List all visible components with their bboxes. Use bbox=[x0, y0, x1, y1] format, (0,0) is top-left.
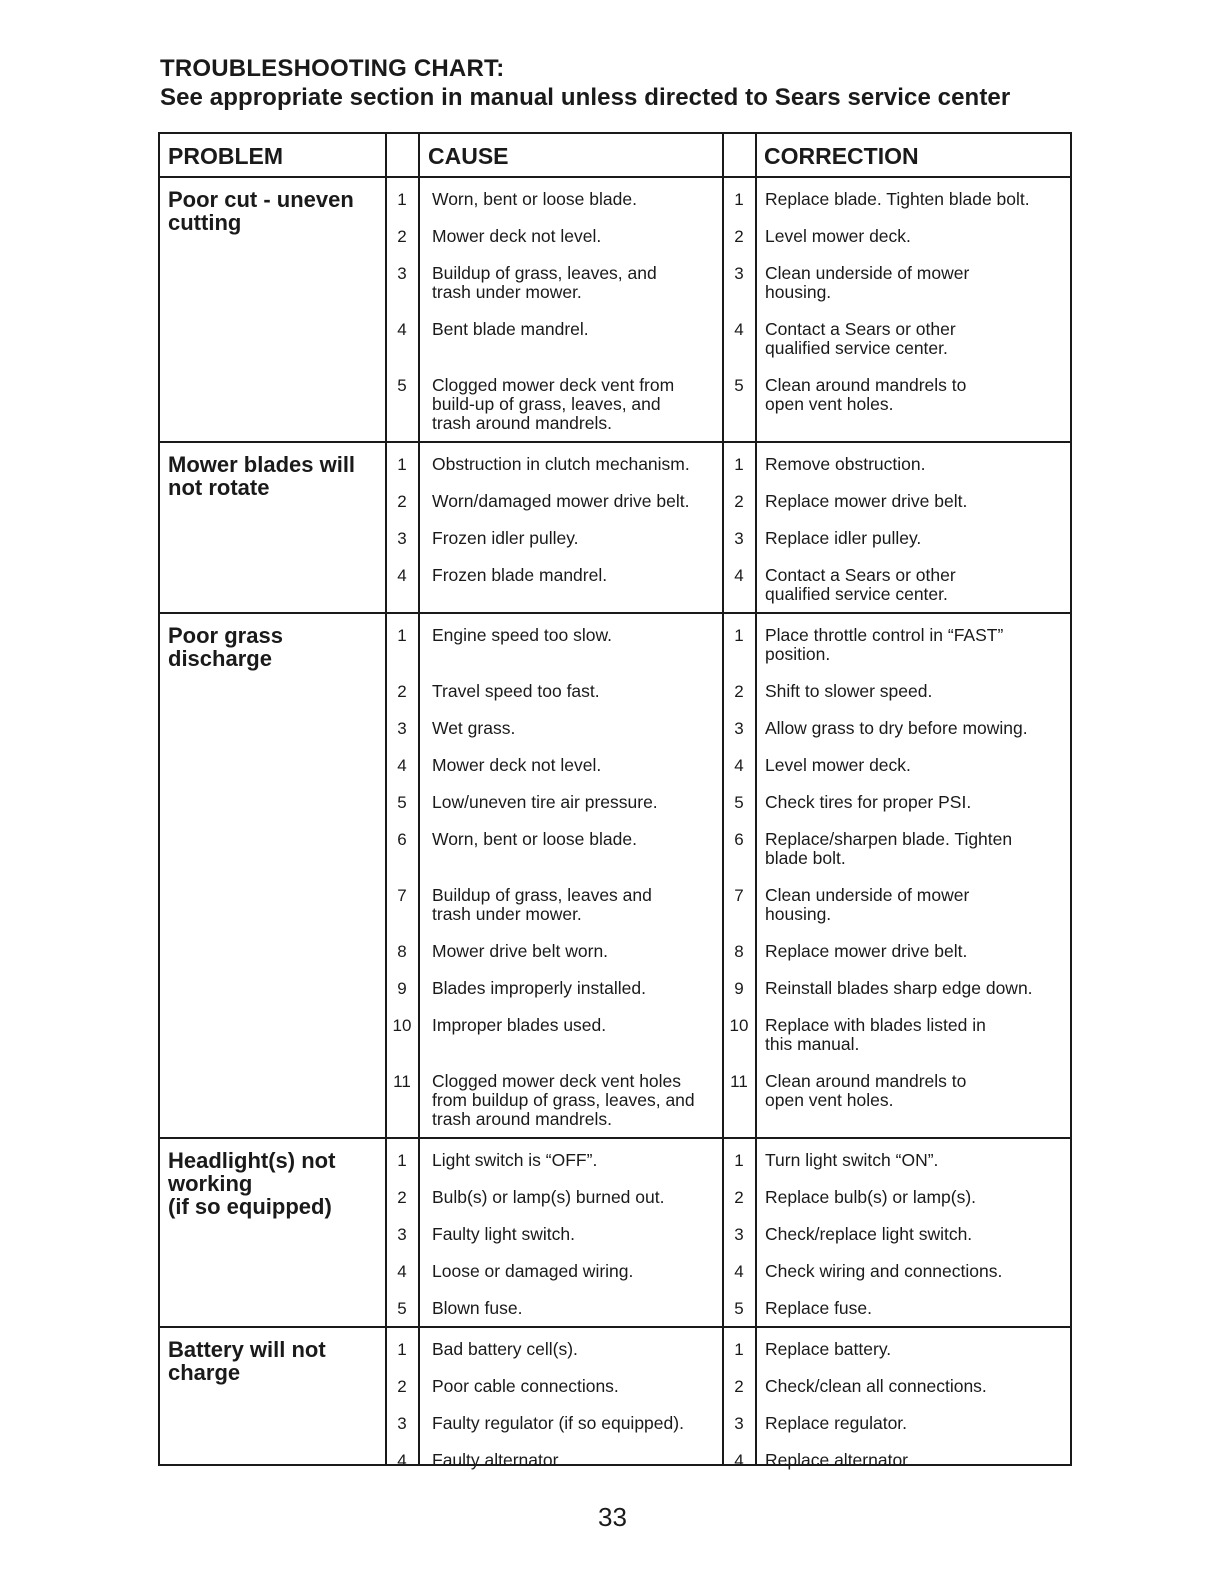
cause-text: Mower deck not level. bbox=[432, 226, 602, 246]
correction-number: 11 bbox=[730, 1072, 748, 1091]
cause-number: 3 bbox=[397, 1414, 407, 1433]
header-cause: CAUSE bbox=[428, 143, 509, 169]
correction-number: 3 bbox=[734, 1225, 744, 1244]
cause-text: Clogged mower deck vent from build-up of grass, leaves, and trash around mandrels. bbox=[432, 375, 675, 433]
correction-text: Level mower deck. bbox=[765, 755, 911, 775]
correction-number: 2 bbox=[734, 492, 744, 511]
correction-number: 2 bbox=[734, 227, 744, 246]
correction-text: Replace/sharpen blade. Tighten blade bolt. bbox=[765, 829, 1013, 868]
correction-number: 8 bbox=[734, 942, 744, 961]
correction-number: 4 bbox=[734, 566, 744, 585]
cause-number: 4 bbox=[397, 566, 407, 585]
problem-label: Battery will not charge bbox=[168, 1337, 326, 1385]
cause-number: 6 bbox=[397, 830, 407, 849]
cause-text: Bent blade mandrel. bbox=[432, 319, 589, 339]
cause-text: Travel speed too fast. bbox=[432, 681, 600, 701]
cause-number: 4 bbox=[397, 756, 407, 775]
cause-number: 1 bbox=[397, 1340, 407, 1359]
correction-number: 4 bbox=[734, 756, 744, 775]
cause-text: Mower drive belt worn. bbox=[432, 941, 609, 961]
correction-text: Replace mower drive belt. bbox=[765, 491, 968, 511]
section-divider bbox=[160, 1326, 1070, 1328]
cause-number: 2 bbox=[397, 492, 407, 511]
cause-number: 7 bbox=[397, 886, 407, 905]
correction-text: Replace idler pulley. bbox=[765, 528, 922, 548]
correction-number: 3 bbox=[734, 1414, 744, 1433]
correction-text: Clean underside of mower housing. bbox=[765, 263, 970, 302]
cause-text: Loose or damaged wiring. bbox=[432, 1261, 634, 1281]
cause-number: 1 bbox=[397, 626, 407, 645]
cause-number: 3 bbox=[397, 1225, 407, 1244]
cause-number: 2 bbox=[397, 1377, 407, 1396]
cause-text: Bad battery cell(s). bbox=[432, 1339, 578, 1359]
correction-text: Check/clean all connections. bbox=[765, 1376, 987, 1396]
cause-number: 5 bbox=[397, 793, 407, 812]
cause-text: Blades improperly installed. bbox=[432, 978, 646, 998]
correction-text: Remove obstruction. bbox=[765, 454, 926, 474]
troubleshooting-table bbox=[158, 132, 1072, 1470]
column-divider bbox=[755, 134, 757, 1464]
cause-number: 9 bbox=[397, 979, 407, 998]
section-divider bbox=[160, 1137, 1070, 1139]
correction-text: Check wiring and connections. bbox=[765, 1261, 1003, 1281]
cause-text: Frozen blade mandrel. bbox=[432, 565, 608, 585]
correction-text: Shift to slower speed. bbox=[765, 681, 933, 701]
correction-text: Contact a Sears or other qualified service center. bbox=[765, 565, 956, 604]
page-subtitle: See appropriate section in manual unless directed to Sears service center bbox=[160, 84, 1011, 111]
correction-text: Replace fuse. bbox=[765, 1298, 873, 1318]
correction-number: 5 bbox=[734, 1299, 744, 1318]
cause-text: Worn, bent or loose blade. bbox=[432, 189, 637, 209]
section-divider bbox=[160, 441, 1070, 443]
correction-text: Replace mower drive belt. bbox=[765, 941, 968, 961]
cause-number: 5 bbox=[397, 1299, 407, 1318]
page-number: 33 bbox=[598, 1502, 627, 1532]
correction-text: Replace blade. Tighten blade bolt. bbox=[765, 189, 1030, 209]
correction-number: 2 bbox=[734, 682, 744, 701]
correction-text: Replace alternator. bbox=[765, 1450, 912, 1470]
cause-number: 5 bbox=[397, 376, 407, 395]
correction-text: Level mower deck. bbox=[765, 226, 911, 246]
correction-number: 5 bbox=[734, 793, 744, 812]
correction-text: Replace battery. bbox=[765, 1339, 892, 1359]
correction-text: Contact a Sears or other qualified service center. bbox=[765, 319, 956, 358]
correction-number: 1 bbox=[734, 1340, 744, 1359]
column-divider bbox=[418, 134, 420, 1464]
problem-label: Poor grass discharge bbox=[168, 623, 283, 671]
correction-number: 10 bbox=[729, 1016, 749, 1035]
correction-text: Check/replace light switch. bbox=[765, 1224, 973, 1244]
correction-text: Allow grass to dry before mowing. bbox=[765, 718, 1028, 738]
header-divider bbox=[160, 176, 1070, 178]
problem-label: Mower blades will not rotate bbox=[168, 452, 356, 500]
correction-text: Clean around mandrels to open vent holes. bbox=[765, 375, 967, 414]
cause-text: Bulb(s) or lamp(s) burned out. bbox=[432, 1187, 665, 1207]
cause-text: Poor cable connections. bbox=[432, 1376, 619, 1396]
cause-number: 3 bbox=[397, 529, 407, 548]
problem-label: Poor cut - uneven cutting bbox=[168, 187, 354, 235]
cause-number: 1 bbox=[397, 190, 407, 209]
cause-text: Faulty alternator. bbox=[432, 1450, 563, 1470]
correction-text: Clean underside of mower housing. bbox=[765, 885, 970, 924]
cause-number: 4 bbox=[397, 320, 407, 339]
correction-number: 5 bbox=[734, 376, 744, 395]
cause-number: 2 bbox=[397, 1188, 407, 1207]
correction-number: 1 bbox=[734, 626, 744, 645]
cause-number: 2 bbox=[397, 682, 407, 701]
correction-number: 3 bbox=[734, 264, 744, 283]
cause-text: Wet grass. bbox=[432, 718, 516, 738]
correction-number: 3 bbox=[734, 719, 744, 738]
correction-text: Replace regulator. bbox=[765, 1413, 908, 1433]
cause-number: 1 bbox=[397, 455, 407, 474]
correction-number: 1 bbox=[734, 1151, 744, 1170]
cause-number: 4 bbox=[397, 1451, 407, 1470]
cause-text: Buildup of grass, leaves, and trash under mower. bbox=[432, 263, 657, 302]
correction-number: 4 bbox=[734, 1451, 744, 1470]
cause-number: 1 bbox=[397, 1151, 407, 1170]
cause-text: Improper blades used. bbox=[432, 1015, 607, 1035]
correction-text: Reinstall blades sharp edge down. bbox=[765, 978, 1033, 998]
cause-text: Faulty regulator (if so equipped). bbox=[432, 1413, 684, 1433]
cause-text: Light switch is “OFF”. bbox=[432, 1150, 598, 1170]
page-title: TROUBLESHOOTING CHART: bbox=[160, 55, 505, 82]
cause-number: 8 bbox=[397, 942, 407, 961]
cause-text: Buildup of grass, leaves and trash under mower. bbox=[432, 885, 652, 924]
cause-text: Blown fuse. bbox=[432, 1298, 523, 1318]
correction-text: Replace bulb(s) or lamp(s). bbox=[765, 1187, 977, 1207]
cause-number: 10 bbox=[392, 1016, 412, 1035]
cause-text: Mower deck not level. bbox=[432, 755, 602, 775]
section-divider bbox=[160, 612, 1070, 614]
correction-text: Place throttle control in “FAST” position. bbox=[765, 625, 1004, 664]
cause-number: 4 bbox=[397, 1262, 407, 1281]
cause-number: 3 bbox=[397, 719, 407, 738]
cause-text: Low/uneven tire air pressure. bbox=[432, 792, 658, 812]
cause-number: 3 bbox=[397, 264, 407, 283]
cause-text: Engine speed too slow. bbox=[432, 625, 612, 645]
cause-text: Obstruction in clutch mechanism. bbox=[432, 454, 690, 474]
problem-label: Headlight(s) not working (if so equipped) bbox=[168, 1148, 336, 1219]
correction-number: 6 bbox=[734, 830, 744, 849]
cause-text: Clogged mower deck vent holes from buildup of grass, leaves, and trash around mandrels. bbox=[432, 1071, 695, 1129]
correction-number: 4 bbox=[734, 1262, 744, 1281]
header-problem: PROBLEM bbox=[168, 143, 283, 169]
cause-number: 11 bbox=[393, 1072, 411, 1091]
correction-number: 9 bbox=[734, 979, 744, 998]
correction-number: 2 bbox=[734, 1188, 744, 1207]
correction-text: Check tires for proper PSI. bbox=[765, 792, 972, 812]
cause-text: Worn, bent or loose blade. bbox=[432, 829, 637, 849]
correction-text: Replace with blades listed in this manual. bbox=[765, 1015, 986, 1054]
cause-number: 2 bbox=[397, 227, 407, 246]
cause-text: Frozen idler pulley. bbox=[432, 528, 579, 548]
correction-number: 4 bbox=[734, 320, 744, 339]
correction-number: 3 bbox=[734, 529, 744, 548]
correction-number: 7 bbox=[734, 886, 744, 905]
header-correction: CORRECTION bbox=[764, 143, 919, 169]
correction-text: Clean around mandrels to open vent holes. bbox=[765, 1071, 967, 1110]
cause-text: Faulty light switch. bbox=[432, 1224, 575, 1244]
cause-text: Worn/damaged mower drive belt. bbox=[432, 491, 690, 511]
correction-number: 1 bbox=[734, 190, 744, 209]
correction-number: 2 bbox=[734, 1377, 744, 1396]
correction-number: 1 bbox=[734, 455, 744, 474]
correction-text: Turn light switch “ON”. bbox=[765, 1150, 939, 1170]
